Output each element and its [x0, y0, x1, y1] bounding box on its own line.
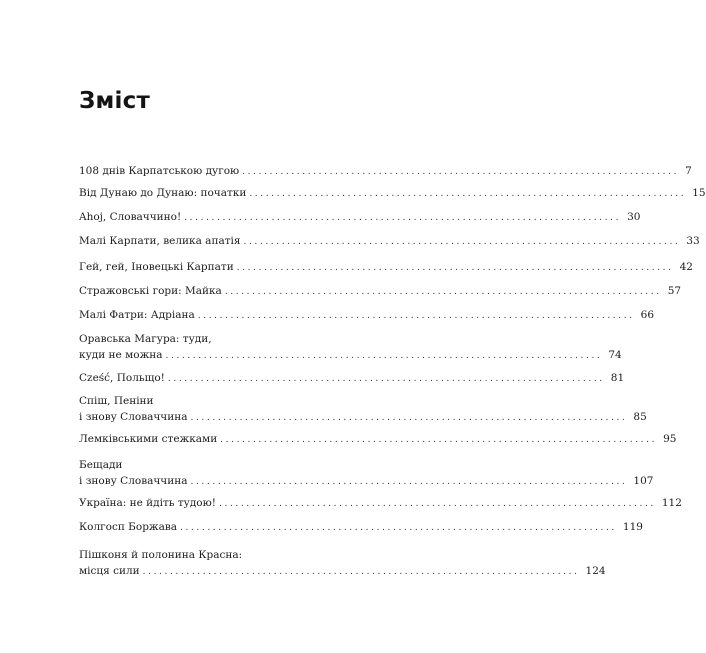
toc-page-number: 107 [633, 475, 654, 487]
toc-page-number: 112 [661, 497, 682, 509]
toc-entry-title: Україна: не йдіть тудою! [79, 497, 216, 509]
toc-entry-title: і знову Словаччина [79, 475, 188, 487]
toc-entry [79, 307, 655, 324]
toc-entry-title: Від Дунаю до Дунаю: початки [79, 187, 247, 199]
toc-entry [79, 519, 643, 536]
dot-leader: ................................................................................ [249, 189, 687, 199]
dot-leader: ................................................................................ [184, 213, 622, 223]
toc-entry [79, 331, 622, 364]
dot-leader: ................................................................................ [167, 374, 605, 384]
toc-page-number: 95 [663, 433, 677, 445]
toc-entry [79, 457, 654, 490]
toc-entry-title: Оравська Магура: туди, [79, 333, 212, 345]
toc-entry [79, 547, 606, 580]
toc-entry-title: Cześć, Польщо! [79, 372, 165, 384]
toc-entry-title: Бещади [79, 459, 123, 471]
toc-page-number: 74 [608, 349, 622, 361]
toc-entry [79, 233, 700, 250]
dot-leader: ................................................................................ [190, 413, 628, 423]
toc-entry-title: Колгосп Боржава [79, 521, 178, 533]
toc-entry [79, 185, 706, 202]
toc-entry-title: Пішконя й полонина Красна: [79, 549, 243, 561]
toc-entry-title: Гей, гей, Іновецькі Карпати [79, 261, 234, 273]
toc-entry-title: Малі Карпати, велика апатія [79, 235, 241, 247]
toc-entry-title: Стражовські гори: Майка [79, 285, 222, 297]
toc-entry [79, 209, 641, 226]
toc-entry-title: Спіш, Пеніни [79, 395, 154, 407]
dot-leader: ................................................................................ [165, 351, 603, 361]
toc-page-number: 33 [686, 235, 700, 247]
dot-leader: ................................................................................ [219, 499, 656, 509]
toc-entry-title: і знову Словаччина [79, 411, 188, 423]
toc-entry [79, 431, 677, 448]
toc-page-number: 124 [585, 565, 606, 577]
dot-leader: ................................................................................ [242, 167, 680, 177]
toc-entry-title: Малі Фатри: Адріана [79, 309, 195, 321]
table-of-contents [79, 0, 706, 653]
toc-entry [79, 283, 682, 300]
toc-entry-title: 108 днів Карпатською дугою [79, 165, 240, 177]
dot-leader: ................................................................................ [220, 435, 658, 445]
toc-entry [79, 163, 692, 180]
dot-leader: ................................................................................ [224, 287, 662, 297]
toc-page-number: 81 [610, 372, 625, 384]
dot-leader: ................................................................................ [243, 237, 681, 247]
toc-entry [79, 495, 682, 512]
dot-leader: ................................................................................ [197, 311, 635, 321]
toc-entry-title: Лемківськими стежками [79, 433, 218, 445]
toc-page-number: 85 [633, 411, 647, 423]
page-title: Зміст [79, 88, 150, 114]
toc-page-number: 42 [679, 261, 693, 273]
toc-page-number: 119 [622, 521, 643, 533]
toc-entry-title: місця сили [79, 565, 140, 577]
dot-leader: ................................................................................ [236, 263, 674, 273]
dot-leader: ................................................................................ [142, 567, 580, 577]
toc-page-number: 30 [627, 211, 641, 223]
dot-leader: ................................................................................ [180, 523, 617, 533]
dot-leader: ................................................................................ [190, 477, 628, 487]
toc-page-number: 15 [692, 187, 706, 199]
toc-entry [79, 259, 693, 276]
toc-page-number: 57 [667, 285, 682, 297]
toc-entry-title: куди не можна [79, 349, 163, 361]
toc-page-number: 7 [685, 165, 692, 177]
toc-entry [79, 393, 647, 426]
toc-page-number: 66 [640, 309, 655, 321]
toc-entry-title: Ahoj, Словаччино! [79, 211, 182, 223]
toc-entry [79, 370, 625, 387]
